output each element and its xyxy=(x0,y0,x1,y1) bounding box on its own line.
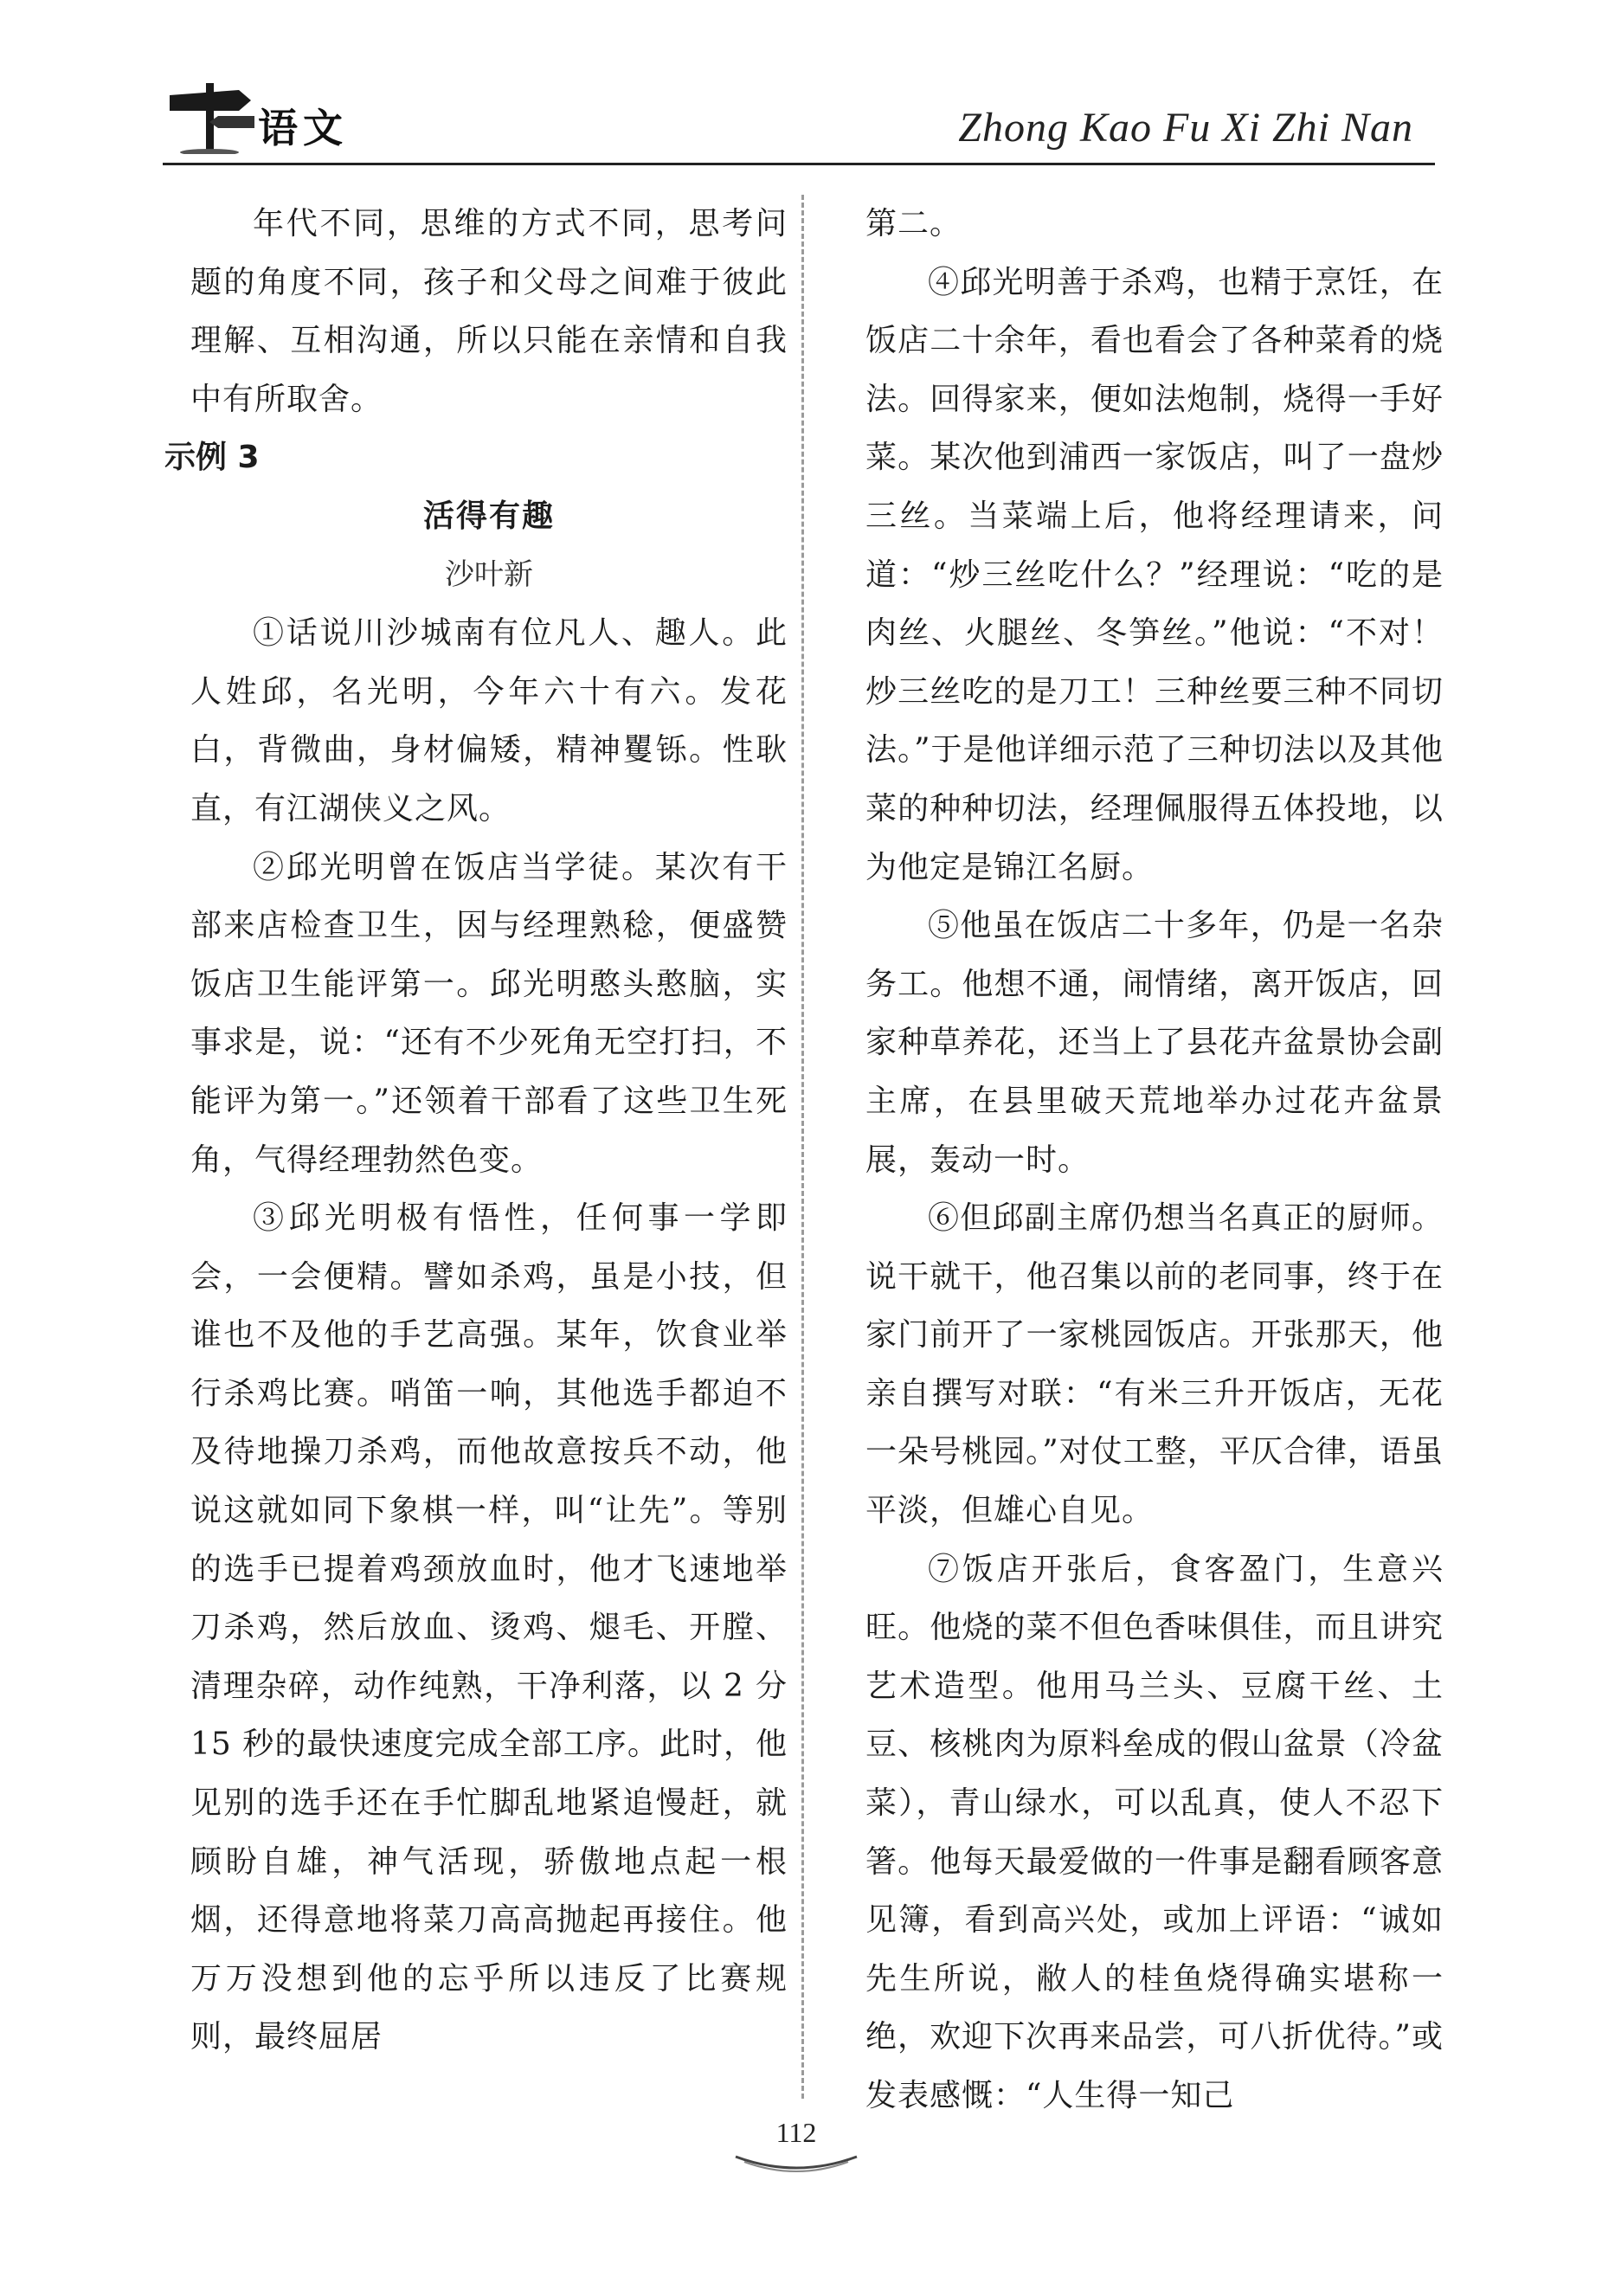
paragraph-4: ④邱光明善于杀鸡，也精于烹饪，在饭店二十余年，看也看会了各种菜肴的烧法。回得家来，便如法炮制，烧得一手好菜。某次他到浦西一家饭店，叫了一盘炒三丝。当菜端上后，他将经理请来，问道：“炒三丝吃什么？”经理说：“吃的是肉丝、火腿丝、冬笋丝。”他说：“不对！炒三丝吃的是刀工！三种丝要三种不同切法。”于是他详细示范了三种切法以及其他菜的种种切法，经理佩服得五体投地，以为他定是锦江名厨。 xyxy=(865,264,1444,885)
continued-paragraph: 年代不同，思维的方式不同，思考问题的角度不同，孩子和父母之间难于彼此理解、互相沟通，所以只能在亲情和自我中有所取舍。 xyxy=(190,206,788,417)
paragraph-1: ①话说川沙城南有位凡人、趣人。此人姓邱，名光明，今年六十有六。发花白，背微曲，身材偏矮，精神矍铄。性耿直，有江湖侠义之风。 xyxy=(190,615,788,826)
signpost-logo-icon xyxy=(164,76,260,154)
paragraph-6: ⑥但邱副主席仍想当名真正的厨师。说干就干，他召集以前的老同事，终于在家门前开了一家桃园饭店。开张那天，他亲自撰写对联：“有米三升开饭店，无花一朵号桃园。”对仗工整，平仄合律，语虽平淡，但雄心自见。 xyxy=(865,1200,1444,1529)
continued-paragraph-end: 第二。 xyxy=(865,206,962,241)
paragraph-3: ③邱光明极有悟性，任何事一学即会，一会便精。譬如杀鸡，虽是小技，但谁也不及他的手艺高强。某年，饮食业举行杀鸡比赛。哨笛一响，其他选手都迫不及待地操刀杀鸡，而他故意按兵不动，他说这就如同下象棋一样，叫“让先”。等别的选手已提着鸡颈放血时，他才飞速地举刀杀鸡，然后放血、烫鸡、煺毛、开膛、清理杂碎，动作纯熟，干净利落，以 2 分 15 秒的最快速度完成全部工序。此时，他见别的选手还在手忙脚乱地紧追慢赶，就顾盼自雄，神气活现，骄傲地点起一根烟，还得意地将菜刀高高抛起再接住。他万万没想到他的忘乎所以违反了比赛规则，最终屈居 xyxy=(190,1200,788,2055)
right-column xyxy=(865,195,1444,2126)
paragraph-2: ②邱光明曾在饭店当学徒。某次有干部来店检查卫生，因与经理熟稔，便盛赞饭店卫生能评第一。邱光明憨头憨脑，实事求是，说：“还有不少死角无空打扫，不能评为第一。”还领着干部看了这些卫生死角，气得经理勃然色变。 xyxy=(190,849,788,1178)
subject-title: 语文 xyxy=(258,105,348,151)
paragraph-7: ⑦饭店开张后，食客盈门，生意兴旺。他烧的菜不但色香味俱佳，而且讲究艺术造型。他用马兰头、豆腐干丝、土豆、核桃肉为原料垒成的假山盆景（冷盆菜），青山绿水，可以乱真，使人不忍下箸。他每天最爱做的一件事是翻看顾客意见簿，看到高兴处，或加上评语：“诚如先生所说，敝人的桂鱼烧得确实堪称一绝，欢迎下次再来品尝，可八折优待。”或发表感慨：“人生得一知己 xyxy=(865,1551,1444,2113)
example-label: 示例 3 xyxy=(164,440,260,476)
essay-title: 活得有趣 xyxy=(422,497,555,534)
header-rule xyxy=(163,163,1435,165)
left-column xyxy=(164,195,788,2067)
page-footer xyxy=(710,2112,883,2181)
page-number: 112 xyxy=(775,2117,817,2148)
paragraph-5: ⑤他虽在饭店二十多年，仍是一名杂务工。他想不通，闹情绪，离开饭店，回家种草养花，还当上了县花卉盆景协会副主席，在县里破天荒地举办过花卉盆景展，轰动一时。 xyxy=(865,908,1444,1178)
column-divider xyxy=(801,195,804,2099)
page-header xyxy=(0,0,1602,173)
running-title: Zhong Kao Fu Xi Zhi Nan xyxy=(958,105,1413,151)
essay-author: 沙叶新 xyxy=(445,556,533,592)
